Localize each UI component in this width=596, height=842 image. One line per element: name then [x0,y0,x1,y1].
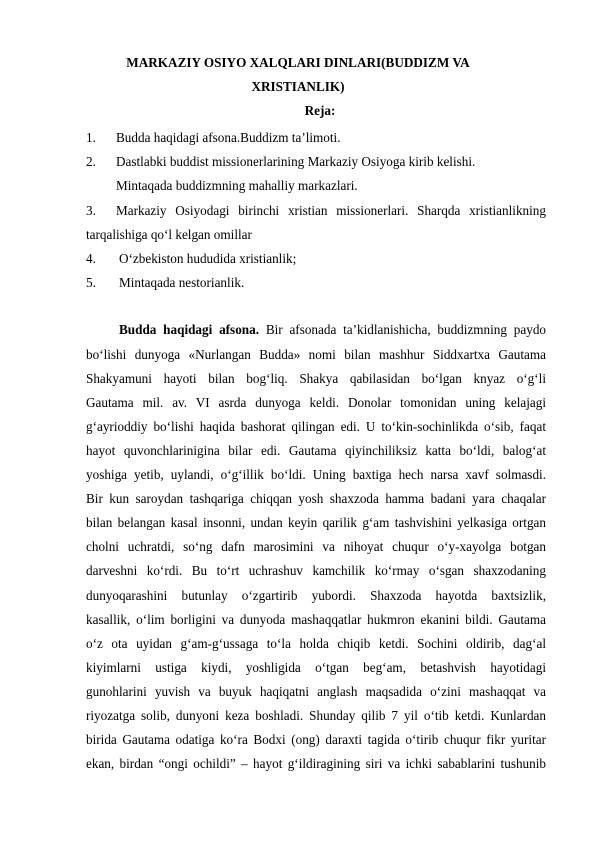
plan-item-number: 1. [86,130,96,145]
paragraph-line: Shakyamuni hayoti bilan bog‘liq. Shakya qabilasidan bo‘lgan knyaz o‘g‘li [86,371,546,386]
document-title-line-1: MARKAZIY OSIYO XALQLARI DINLARI(BUDDIZM VA [126,55,470,70]
plan-item-text: Markaziy Osiyodagi birinchi xristian missionerlari. Sharqda xristianlikning [116,203,546,218]
plan-item-text-continued: tarqalishiga qo‘l kelgan omillar [86,227,252,242]
plan-item-number: 3. [86,203,96,218]
paragraph-line: hayot quvonchlarinigina bilar edi. Gautama qiyinchiliksiz katta bo‘ldi, balog‘at [86,443,546,458]
paragraph-line: dunyoqarashini butunlay o‘zgartirib yubordi. Shaxzoda hayotda baxtsizlik, [86,588,546,603]
paragraph-line: o‘z ota uyidan g‘am-g‘ussaga to‘la holda chiqib ketdi. Sochini oldirib, dag‘al [86,636,546,651]
plan-item-text: Mintaqada buddizmning mahalliy markazlari. [116,178,358,193]
paragraph-line: bo‘lishi dunyoga «Nurlangan Budda» nomi bilan mashhur Siddxartxa Gautama [86,347,546,362]
paragraph-line: yoshiga yetib, uylandi, o‘g‘illik bo‘ldi. Uning baxtiga hech narsa xavf solmasdi. [86,467,546,482]
paragraph-line: Gautama mil. av. VI asrda dunyoga keldi. Donolar tomonidan uning kelajagi [86,395,546,410]
paragraph-line: bilan belangan kasal insonni, undan keyin qarilik g‘am tashvishini yelkasiga ortgan [86,515,546,530]
plan-item-text: O‘zbekiston hududida xristianlik; [119,251,297,266]
paragraph-line: ekan, birdan “ongi ochildi” – hayot g‘ildiragining siri va ichki sabablarini tushunib [86,756,546,771]
plan-item-text: Mintaqada nestorianlik. [119,275,245,290]
paragraph-line: g‘ayrioddiy bo‘lishi haqida bashorat qilingan edi. U to‘kin-sochinlikda o‘sib, faqat [86,419,546,434]
paragraph-line: darveshni ko‘rdi. Bu to‘rt uchrashuv kamchilik ko‘rmay o‘sgan shaxzodaning [86,563,546,578]
plan-item-number: 5. [86,275,96,290]
paragraph-line: riyozatga solib, dunyoni keza boshladi. Shunday qilib 7 yil o‘tib ketdi. Kunlardan [86,708,546,723]
paragraph-line: Bir afsonada ta’kidlanishicha, buddizmning paydo [265,322,547,337]
paragraph-line: kiyimlarni ustiga kiydi, yoshligida o‘tgan beg‘am, betashvish hayotidagi [86,660,546,675]
paragraph-line: kasallik, o‘lim borligini va dunyoda mashaqqatlar hukmron ekanini bildi. Gautama [86,612,546,627]
section-heading: Budda haqidagi afsona. [119,322,260,337]
plan-item-number: 2. [86,154,96,169]
paragraph-line: gunohlarini yuvish va buyuk haqiqatni anglash maqsadida o‘zini mashaqqat va [86,684,546,699]
plan-heading: Reja: [304,103,336,118]
plan-item-number: 4. [86,251,96,266]
paragraph-line: cholni uchratdi, so‘ng dafn marosimini va nihoyat chuqur o‘y-xayolga botgan [86,539,546,554]
paragraph-line: Bir kun saroydan tashqariga chiqqan yosh shaxzoda hamma badani yara chaqalar [86,491,546,506]
plan-item-text: Dastlabki buddist missionerlarining Markaziy Osiyoga kirib kelishi. [116,154,476,169]
paragraph-line: birida Gautama odatiga ko‘ra Bodxi (ong) daraxti tagida o‘tirib chuqur fikr yuritar [86,732,546,747]
section-first-line [119,322,546,338]
plan-item-text: Budda haqidagi afsona.Buddizm ta’limoti. [116,130,341,145]
document-title-line-2: XRISTIANLIK) [251,79,345,94]
